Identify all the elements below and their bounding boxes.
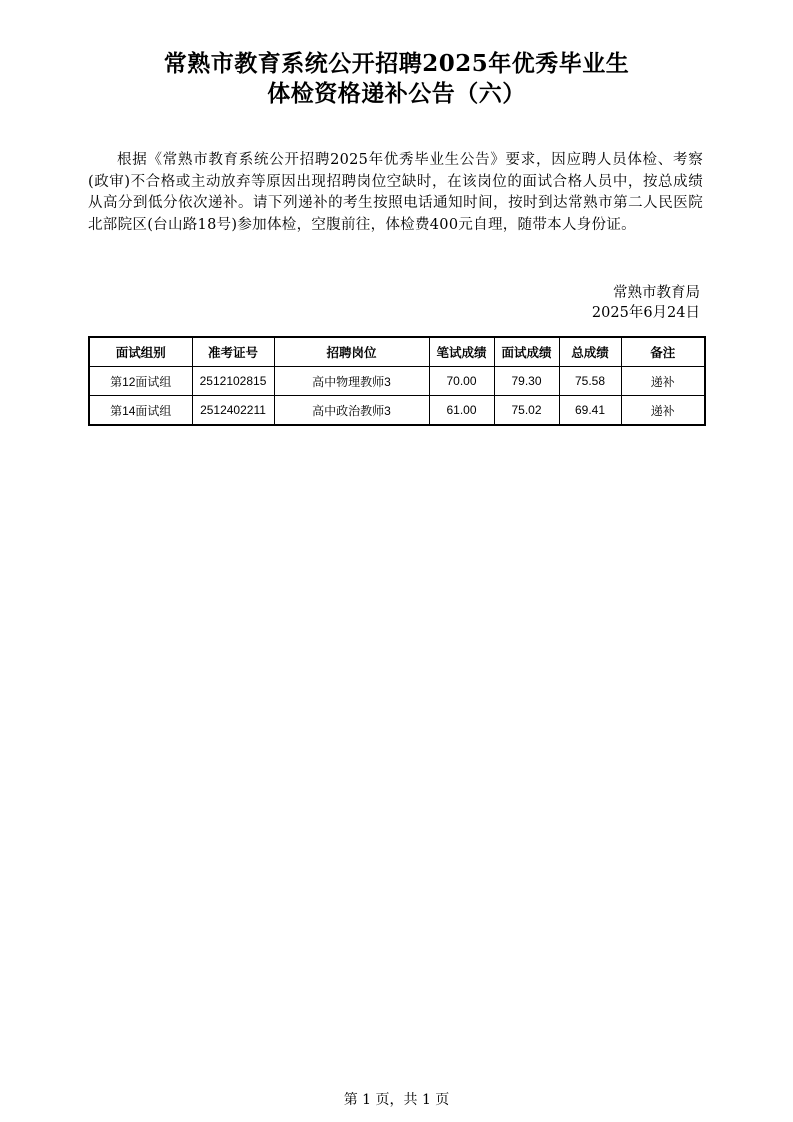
header-interview-score: 面试成绩	[494, 337, 559, 367]
candidate-table	[88, 336, 706, 426]
signature-organization: 常熟市教育局	[613, 285, 700, 301]
document-title-line-2: 体检资格递补公告（六）	[267, 80, 526, 107]
header-written-score: 笔试成绩	[429, 337, 494, 367]
cell-position: 高中政治教师3	[274, 396, 429, 426]
header-total-score: 总成绩	[559, 337, 621, 367]
table-row	[89, 396, 705, 426]
table-row	[89, 367, 705, 396]
document-title-line-1: 常熟市教育系统公开招聘2025年优秀毕业生	[163, 50, 630, 77]
cell-interview-score: 75.02	[494, 396, 559, 426]
signature-date: 2025年6月24日	[591, 305, 700, 321]
cell-interview-group: 第12面试组	[89, 367, 192, 396]
cell-remarks: 递补	[621, 396, 705, 426]
header-exam-number: 准考证号	[192, 337, 274, 367]
cell-exam-number: 2512102815	[192, 367, 274, 396]
table-header-row	[89, 337, 705, 367]
header-position: 招聘岗位	[274, 337, 429, 367]
cell-interview-score: 79.30	[494, 367, 559, 396]
cell-position: 高中物理教师3	[274, 367, 429, 396]
cell-interview-group: 第14面试组	[89, 396, 192, 426]
header-interview-group: 面试组别	[89, 337, 192, 367]
cell-written-score: 70.00	[429, 367, 494, 396]
page-footer: 第 1 页，共 1 页	[343, 1092, 450, 1108]
cell-remarks: 递补	[621, 367, 705, 396]
header-remarks: 备注	[621, 337, 705, 367]
cell-total-score: 75.58	[559, 367, 621, 396]
announcement-body: 根据《常熟市教育系统公开招聘2025年优秀毕业生公告》要求，因应聘人员体检、考察(政审)不合格或主动放弃等原因出现招聘岗位空缺时，在该岗位的面试合格人员中，按总成绩从高分到低分依次递补。请下列递补的考生按照电话通知时间，按时到达常熟市第二人民医院北部院区(台山路18号)参加体检，空腹前往，体检费400元自理，随带本人身份证。	[88, 152, 703, 233]
cell-total-score: 69.41	[559, 396, 621, 426]
cell-exam-number: 2512402211	[192, 396, 274, 426]
cell-written-score: 61.00	[429, 396, 494, 426]
